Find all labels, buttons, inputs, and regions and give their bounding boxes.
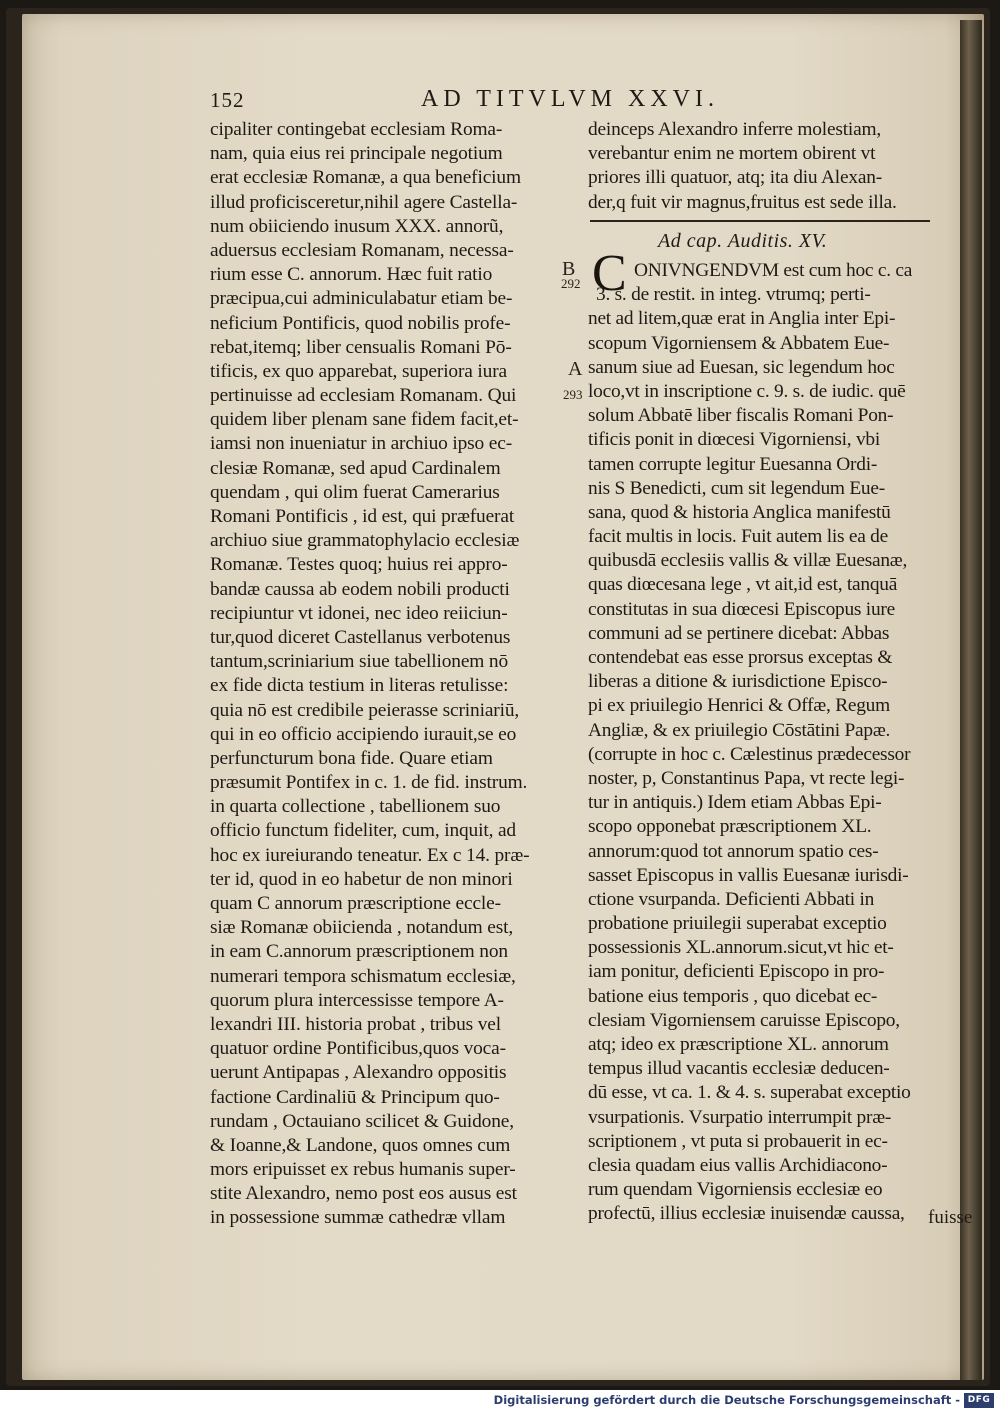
text-line: pertinuisse ad ecclesiam Romanam. Qui: [210, 385, 517, 407]
text-line: archiuo siue grammatophylacio ecclesiæ: [210, 530, 520, 552]
text-line: nis S Benedicti, cum sit legendum Eue-: [588, 477, 885, 499]
text-line: possessionis XL.annorum.sicut,vt hic et-: [588, 937, 894, 959]
text-line: num obiiciendo inusum XXX. annorũ,: [210, 215, 504, 237]
text-line: annorum:quod tot annorum spatio ces-: [588, 840, 879, 862]
text-line: tempus illud vacantis ecclesiæ deducen-: [588, 1058, 890, 1080]
text-line: aduersus ecclesiam Romanam, necessa-: [210, 239, 514, 261]
text-line: priores illi quatuor, atq; ita diu Alexan-: [588, 167, 883, 189]
text-line: hoc ex iureiurando teneatur. Ex c 14. præ-: [210, 844, 530, 866]
text-line: tificis ponit in diœcesi Vigorniensi, vbi: [588, 429, 880, 451]
text-line: solum Abbatē liber fiscalis Romani Pon-: [588, 405, 894, 427]
text-line: recipiuntur vt idonei, nec ideo reiiciun-: [210, 602, 508, 624]
text-line: & Ioanne,& Landone, quos omnes cum: [210, 1134, 511, 1156]
dfg-logo: DFG: [964, 1393, 994, 1408]
text-line: ctione vsurpanda. Deficienti Abbati in: [588, 888, 875, 910]
text-line: sana, quod & historia Anglica manifestū: [588, 501, 891, 523]
text-line: perfuncturum bona fide. Quare etiam: [210, 747, 493, 769]
page-gutter-edge: [960, 20, 982, 1380]
text-line: illud proficisceretur,nihil agere Castella-: [210, 191, 518, 213]
text-line: scopo opponebat præscriptionem XL.: [588, 816, 872, 838]
text-line: scriptionem , vt puta si probauerit in ec-: [588, 1130, 888, 1152]
drop-initial: C: [592, 245, 627, 302]
text-line: quam C annorum præscriptione eccle-: [210, 893, 501, 914]
text-line: lexandri III. historia probat , tribus vel: [210, 1013, 501, 1035]
text-line: in quarta collectione , tabellionem suo: [210, 796, 501, 818]
page-number: 152: [210, 88, 245, 112]
text-line: communi ad se pertinere dicebat: Abbas: [588, 622, 890, 644]
text-line: mors eripuisset ex rebus humanis super-: [210, 1159, 516, 1181]
text-line: ter id, quod in eo habetur de non minori: [210, 868, 513, 890]
text-line: constitutas in sua diœcesi Episcopus iure: [588, 598, 895, 620]
text-line: numerari tempora schismatum ecclesiæ,: [210, 965, 516, 987]
text-line: quidem liber plenam sane fidem facit,et-: [210, 409, 519, 431]
text-line: deinceps Alexandro inferre molestiam,: [588, 119, 882, 140]
margin-number-292: 292: [561, 276, 581, 291]
text-line: iam ponitur, deficienti Episcopo in pro-: [588, 961, 885, 983]
text-line: noster, p, Constantinus Papa, vt recte legi-: [588, 767, 905, 789]
text-line: nam, quia eius rei principale negotium: [210, 143, 503, 165]
text-line: liberas a ditione & iurisdictione Episco-: [588, 671, 888, 693]
text-line: rundam , Octauiano scilicet & Guidone,: [210, 1110, 514, 1132]
text-line: atq; ideo ex præscriptione XL. annorum: [588, 1034, 889, 1055]
text-line: quia nō est credibile peierasse scriniariū,: [210, 699, 520, 721]
text-line: sanum siue ad Euesan, sic legendum hoc: [588, 356, 895, 378]
text-line: net ad litem,quæ erat in Anglia inter Epi-: [588, 308, 896, 330]
text-line: contendebat eas esse prorsus exceptas &: [588, 647, 893, 668]
right-column-main: [588, 259, 948, 1227]
text-line: præsumit Pontifex in c. 1. de fid. instrum.: [210, 772, 528, 794]
text-line: tificis, ex quo apparebat, superiora iura: [210, 360, 507, 382]
text-line: cipaliter contingebat ecclesiam Roma-: [210, 119, 503, 140]
text-line: in possessione summæ cathedræ vllam: [210, 1207, 506, 1229]
text-line: stite Alexandro, nemo post eos ausus est: [210, 1183, 517, 1205]
text-line: quibusdā ecclesiis vallis & villæ Euesanæ,: [588, 550, 908, 572]
chapter-heading: Ad cap. Auditis. XV.: [658, 230, 828, 252]
text-line: rum quendam Vigorniensis ecclesiæ eo: [588, 1179, 883, 1201]
text-line: Angliæ, & ex priuilegio Cōstātini Papæ.: [588, 719, 891, 741]
text-line: loco,vt in inscriptione c. 9. s. de iudic. quē: [588, 380, 906, 402]
catchword: fuisse: [928, 1207, 973, 1228]
text-line: clesiæ Romanæ, sed apud Cardinalem: [210, 457, 501, 479]
text-line: tur,quod diceret Castellanus verbotenus: [210, 626, 511, 648]
section-divider: [590, 220, 930, 222]
margin-letter-a: A: [568, 358, 583, 380]
text-line: factione Cardinaliū & Principum quo-: [210, 1086, 500, 1108]
text-line: der,q fuit vir magnus,fruitus est sede illa.: [588, 191, 897, 213]
text-line: bandæ caussa ab eodem nobili producti: [210, 578, 510, 600]
text-line: erat ecclesiæ Romanæ, a qua beneficium: [210, 167, 521, 189]
text-line: quatuor ordine Pontificibus,quos voca-: [210, 1038, 506, 1060]
text-line: uerunt Antipapas , Alexandro oppositis: [210, 1062, 507, 1084]
running-title: AD TITVLVM XXVI.: [421, 86, 719, 112]
text-line: sasset Episcopus in vallis Euesanæ iurisdi-: [588, 864, 909, 886]
margin-number-293: 293: [563, 387, 583, 402]
text-line: siæ Romanæ obiicienda , notandum est,: [210, 917, 514, 939]
page-header: [210, 86, 736, 114]
text-line: Romanæ. Testes quoq; huius rei appro-: [210, 554, 508, 576]
text-line: probatione priuilegii superabat exceptio: [588, 913, 887, 935]
left-column: [210, 118, 578, 1231]
text-line: quas diœcesana lege , vt ait,id est, tanquā: [588, 574, 898, 596]
text-line: Romani Pontificis , id est, qui præfuerat: [210, 506, 515, 527]
text-line: qui in eo officio accipiendo iurauit,se eo: [210, 723, 517, 745]
text-line: clesia quadam eius vallis Archidiacono-: [588, 1154, 888, 1176]
text-line: dū esse, vt ca. 1. & 4. s. superabat exceptio: [588, 1082, 911, 1104]
text-line: scopum Vigorniensem & Abbatem Eue-: [588, 332, 890, 354]
text-line: batione eius temporis , quo dicebat ec-: [588, 985, 878, 1007]
text-line: præcipua,cui adminiculabatur etiam be-: [210, 288, 513, 310]
text-line: pi ex priuilegio Henrici & Offæ, Regum: [588, 695, 890, 717]
text-line: ONIVNGENDVM est cum hoc c. ca: [634, 260, 913, 281]
text-line: clesiam Vigorniensem caruisse Episcopo,: [588, 1009, 900, 1031]
text-line: officio functum fideliter, cum, inquit, ad: [210, 820, 516, 842]
text-line: (corrupte in hoc c. Cælestinus prædecessor: [588, 743, 911, 765]
margin-letter-b: B: [562, 258, 576, 280]
text-line: tantum,scriniarium siue tabellionem nō: [210, 651, 509, 673]
text-line: iamsi non inueniatur in archiuo ipso ec-: [210, 433, 513, 455]
text-line: verebantur enim ne mortem obirent vt: [588, 143, 876, 165]
text-line: ex fide dicta testium in literas retulisse:: [210, 675, 509, 697]
text-line: rium esse C. annorum. Hæc fuit ratio: [210, 264, 493, 286]
text-line: facit multis in locis. Fuit autem lis ea de: [588, 526, 888, 548]
text-line: quendam , qui olim fuerat Camerarius: [210, 481, 500, 503]
text-line: quorum plura intercessisse tempore A-: [210, 989, 504, 1011]
footer-credit: Digitalisierung gefördert durch die Deutsche Forschungsgemeinschaft -: [493, 1393, 960, 1407]
text-line: tur in antiquis.) Idem etiam Abbas Epi-: [588, 792, 882, 814]
footer-bar: [0, 1390, 1000, 1412]
text-line: neficium Pontificis, quod nobilis profe-: [210, 312, 511, 334]
text-line: rebat,itemq; liber censualis Romani Pō-: [210, 336, 512, 358]
text-line: 3. s. de restit. in integ. vtrumq; perti-: [596, 284, 871, 306]
text-line: vsurpationis. Vsurpatio interrumpit præ-: [588, 1106, 892, 1128]
text-line: profectū, illius ecclesiæ inuisendæ caussa,: [588, 1203, 905, 1225]
text-line: in eam C.annorum præscriptionem non: [210, 941, 508, 963]
right-column-top: [588, 118, 938, 215]
text-line: tamen corrupte legitur Euesanna Ordi-: [588, 453, 878, 475]
